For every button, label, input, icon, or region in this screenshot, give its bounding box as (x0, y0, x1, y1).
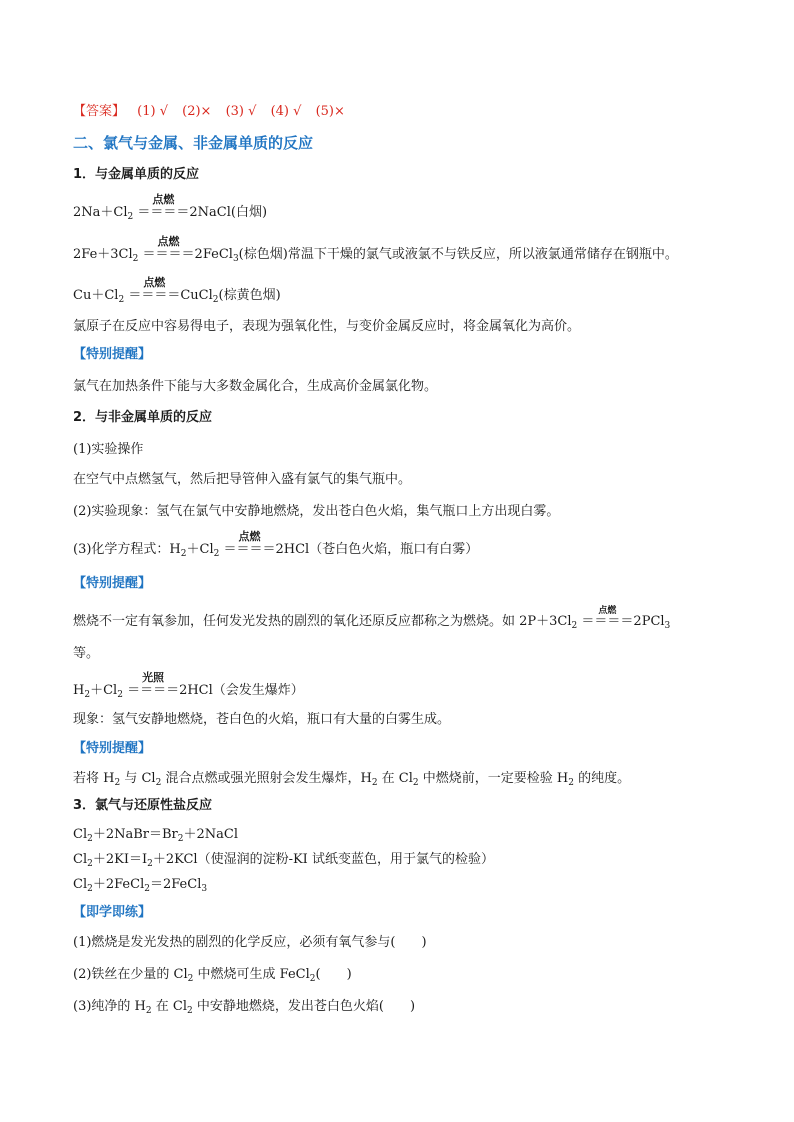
tip2-arrow (581, 606, 634, 631)
tip-text-3 (73, 770, 630, 788)
r2-a: Cl (73, 852, 88, 867)
tip2-bars: ＝＝＝＝ (581, 614, 634, 629)
r1-b: ＋2NaBr＝Br (92, 827, 178, 842)
paragraph-cl-atom: 氯原子在反应中容易得电子，表现为强氧化性，与变价金属反应时，将金属氧化为高价。 (73, 319, 581, 334)
reaction-nabr (73, 826, 238, 844)
r3-c: ＝2FeCl (149, 877, 202, 892)
eq-h2-sub1: 2 (180, 549, 187, 559)
equation-na (73, 193, 268, 222)
r3-a: Cl (73, 877, 88, 892)
eq-na-lhs: 2Na＋Cl (73, 205, 128, 220)
reaction-ki (73, 851, 494, 869)
r3-s1: 2 (87, 884, 93, 894)
tip3-t4: 在 Cl (377, 771, 413, 786)
q2-c: ( ) (315, 967, 352, 982)
tip3-s5: 2 (568, 778, 574, 788)
tip-text-1: 氯气在加热条件下能与大多数金属化合，生成高价金属氯化物。 (73, 379, 438, 394)
r3-s2: 2 (144, 884, 150, 894)
eq-fe-sub: 2 (132, 254, 139, 264)
equation-h2 (73, 530, 479, 559)
tip3-s2: 2 (155, 778, 162, 788)
eq-light-rhs: 2HCl（会发生爆炸） (179, 683, 304, 698)
eq-na-sub: 2 (127, 212, 134, 222)
q3-b: 在 Cl (151, 999, 187, 1014)
tip3-s4: 2 (412, 778, 419, 788)
eq-fe-arrow (142, 235, 195, 264)
equation-light (73, 671, 304, 700)
eq-light-sub1: 2 (84, 690, 91, 700)
experiment-phenomenon: (2)实验现象：氢气在氯气中安静地燃烧，发出苍白色火焰，集气瓶口上方出现白雾。 (73, 504, 560, 519)
r2-s2: 2 (147, 859, 153, 869)
equation-fe (73, 235, 678, 264)
eq-cu-rhs: CuCl (180, 288, 213, 303)
eq-h2-arrow (223, 530, 276, 559)
q3-s2: 2 (187, 1006, 193, 1016)
tip3-s1: 2 (114, 778, 121, 788)
eq-na-rhs: 2NaCl(白烟) (189, 205, 268, 220)
eq-na-condition: 点燃 (152, 193, 175, 206)
answer-item-3: (3) √ (225, 104, 257, 119)
tip3-t5: 中燃烧前，一定要检验 H (418, 771, 569, 786)
answer-item-2: (2)× (182, 104, 212, 119)
eq-cu-sub: 2 (118, 295, 125, 305)
answer-item-5: (5)× (315, 104, 345, 119)
q3-s1: 2 (145, 1006, 152, 1016)
eq-fe-lhs: 2Fe＋3Cl (73, 247, 133, 262)
equation-cu (73, 276, 281, 305)
eq-na-arrow (137, 193, 190, 222)
eq-fe-note: (棕色烟)常温下干燥的氯气或液氯不与铁反应，所以液氯通常储存在钢瓶中。 (238, 247, 678, 262)
eq-na-bars: ＝＝＝＝ (137, 205, 190, 220)
tip3-t1: 若将 H (73, 771, 115, 786)
r1-c: ＋2NaCl (183, 827, 239, 842)
r2-c: ＋2KCl（使湿润的淀粉-KI 试纸变蓝色，用于氯气的检验） (152, 852, 494, 867)
q3-a: (3)纯净的 H (73, 999, 146, 1014)
eq-cu-arrow (128, 276, 181, 305)
reaction-fecl2 (73, 876, 207, 894)
r3-b: ＋2FeCl (92, 877, 145, 892)
answer-item-4: (4) √ (270, 104, 302, 119)
eq-cu-condition: 点燃 (143, 276, 166, 289)
tip2-rhs: 2PCl (633, 614, 665, 629)
eq-fe-bars: ＝＝＝＝ (142, 247, 195, 262)
q2-a: (2)铁丝在少量的 Cl (73, 967, 188, 982)
eq-cu-bars: ＝＝＝＝ (128, 288, 181, 303)
q2-s1: 2 (187, 974, 194, 984)
tip2-sub1: 2 (571, 621, 578, 631)
eq-light-bars: ＝＝＝＝ (127, 683, 180, 698)
subsection-3-title: 3．氯气与还原性盐反应 (73, 798, 213, 813)
experiment-op-label: (1)实验操作 (73, 442, 144, 457)
answer-item-1: (1) √ (137, 104, 168, 119)
r1-s1: 2 (87, 834, 93, 844)
eq-h2-condition: 点燃 (238, 530, 261, 543)
question-1: (1)燃烧是发光发热的剧烈的化学反应，必须有氧气参与( ) (73, 935, 427, 950)
eq-h2-mid: ＋Cl (186, 542, 214, 557)
r3-s3: 3 (201, 884, 208, 894)
answer-tag: 【答案】 (73, 104, 126, 119)
eq-light-prefix: H (73, 683, 85, 698)
tip2-sub2: 3 (664, 621, 671, 631)
question-2 (73, 966, 352, 984)
tip2-condition: 点燃 (598, 606, 617, 616)
eq-fe-rhs-sub: 3 (232, 254, 239, 264)
q2-b: 中燃烧可生成 FeCl (193, 967, 310, 982)
tip-label-1: 【特别提醒】 (73, 347, 152, 362)
subsection-2-title: 2．与非金属单质的反应 (73, 410, 213, 425)
tip-label-3: 【特别提醒】 (73, 741, 152, 756)
eq-cu-note: (棕黄色烟) (218, 288, 281, 303)
r2-b: ＋2KI＝I (92, 852, 148, 867)
eq-h2-bars: ＝＝＝＝ (223, 542, 276, 557)
eq-light-condition: 光照 (142, 671, 165, 684)
r1-s2: 2 (177, 834, 184, 844)
subsection-1-title: 1．与金属单质的反应 (73, 167, 200, 182)
tip3-t2: 与 Cl (120, 771, 156, 786)
practice-label: 【即学即练】 (73, 905, 152, 920)
section-title: 二、氯气与金属、非金属单质的反应 (73, 134, 314, 152)
tip3-s3: 2 (371, 778, 378, 788)
eq-cu-lhs: Cu＋Cl (73, 288, 119, 303)
eq-fe-condition: 点燃 (157, 235, 180, 248)
q2-s2: 2 (309, 974, 316, 984)
tip3-t3: 混合点燃或强光照射会发生爆炸，H (161, 771, 372, 786)
eq-light-mid: ＋Cl (90, 683, 118, 698)
r2-s1: 2 (87, 859, 93, 869)
phenomenon-text: 现象：氢气安静地燃烧，苍白色的火焰，瓶口有大量的白雾生成。 (73, 712, 451, 727)
eq-cu-rhs-sub: 2 (212, 295, 219, 305)
eq-light-sub2: 2 (117, 690, 123, 700)
eq-light-arrow (127, 671, 180, 700)
tip-text-2-cont: 等。 (73, 646, 100, 661)
eq-h2-sub2: 2 (213, 549, 220, 559)
eq-h2-prefix: (3)化学方程式：H (73, 542, 181, 557)
q3-c: 中安静地燃烧，发出苍白色火焰( ) (192, 999, 416, 1014)
eq-fe-rhs: 2FeCl (194, 247, 233, 262)
tip-label-2: 【特别提醒】 (73, 576, 152, 591)
question-3 (73, 998, 415, 1016)
experiment-op-text: 在空气中点燃氢气，然后把导管伸入盛有氯气的集气瓶中。 (73, 472, 412, 487)
answer-line (73, 103, 345, 121)
eq-h2-rhs: 2HCl（苍白色火焰，瓶口有白雾） (275, 542, 479, 557)
tip3-t6: 的纯度。 (574, 771, 631, 786)
tip2-text: 燃烧不一定有氧参加，任何发光发热的剧烈的氧化还原反应都称之为燃烧。如 2P＋3Cl (73, 614, 572, 629)
r1-a: Cl (73, 827, 88, 842)
tip-text-2 (73, 606, 671, 631)
